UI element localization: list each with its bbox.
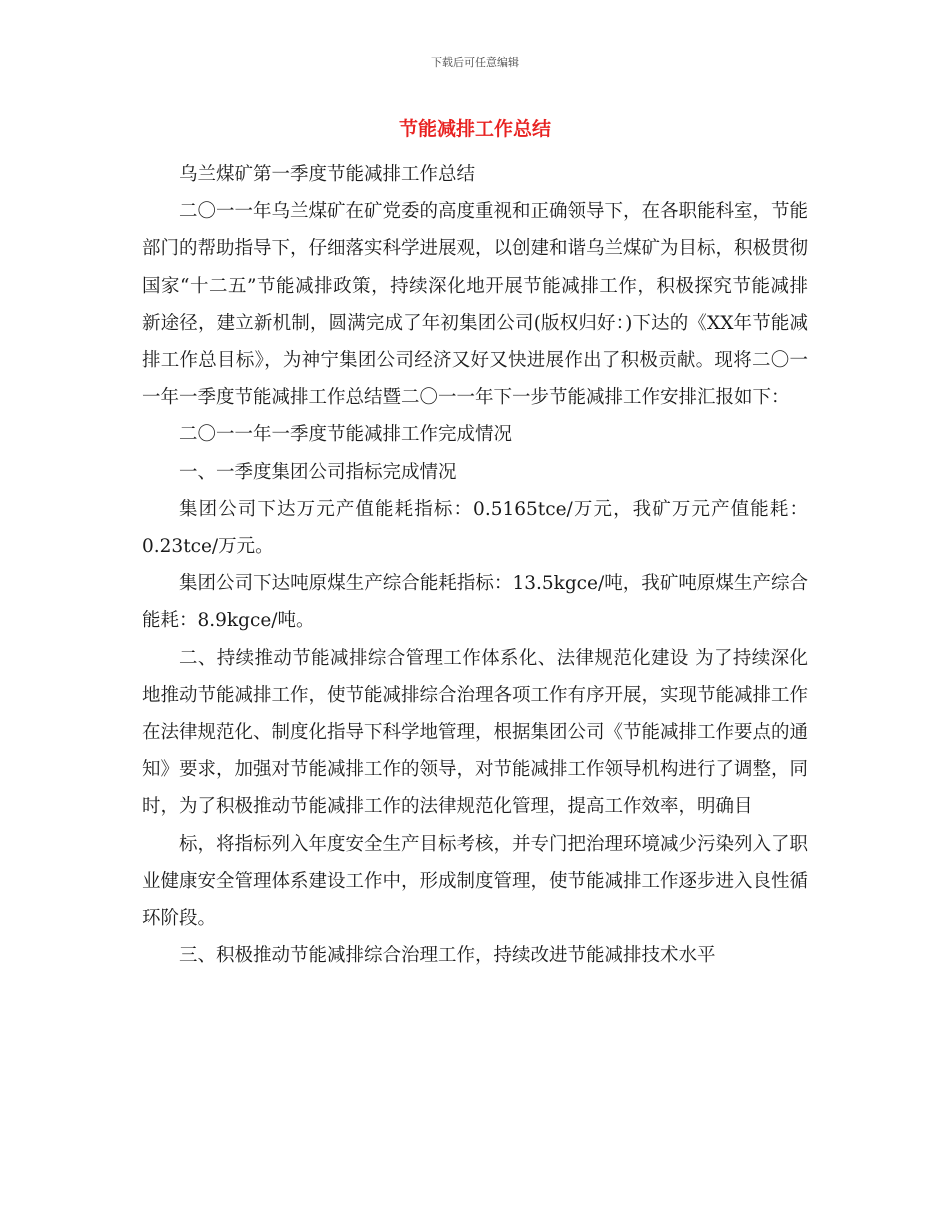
paragraph-heading-section-1: 一、一季度集团公司指标完成情况 <box>179 461 457 483</box>
header-note: 下载后可任意编辑 <box>431 56 519 69</box>
document-title: 节能减排工作总结 <box>398 118 551 140</box>
paragraph-subtitle: 乌兰煤矿第一季度节能减排工作总结 <box>179 164 476 185</box>
paragraph-section-2-continued: 标，将指标列入年度安全生产目标考核，并专门把治理环境减少污染列入了职业健康安全管理体系建设工作中，形成制度管理，使节能减排工作逐步进入良性循环阶段。 <box>142 833 809 930</box>
paragraph-heading-completion: 二〇一一年一季度节能减排工作完成情况 <box>179 424 513 446</box>
paragraph-intro: 二〇一一年乌兰煤矿在矿党委的高度重视和正确领导下，在各职能科室，节能部门的帮助指导下，仔细落实科学进展观，以创建和谐乌兰煤矿为目标，积极贯彻国家“十二五”节能减排政策，持续深化地开展节能减排工作，积极探究节能减排新途径，建立新机制，圆满完成了年初集团公司(版权归好：)下达的《XX年节能减排工作总目标》，为神宁集团公司经济又好又快进展作出了积极贡献。现将二〇一一年一季度节能减排工作总结暨二〇一一年下一步节能减排工作安排汇报如下： <box>142 201 809 409</box>
document-body <box>142 156 808 974</box>
paragraph-heading-section-3: 三、积极推动节能减排综合治理工作，持续改进节能减排技术水平 <box>179 945 716 967</box>
paragraph-energy-per-output: 集团公司下达万元产值能耗指标：0.5165tce/万元，我矿万元产值能耗：0.23tce/万元。 <box>142 498 808 558</box>
paragraph-energy-per-ton: 集团公司下达吨原煤生产综合能耗指标：13.5kgce/吨，我矿吨原煤生产综合能耗：8.9kgce/吨。 <box>142 573 808 632</box>
paragraph-section-2: 二、持续推动节能减排综合管理工作体系化、法律规范化建设 为了持续深化地推动节能减排工作，使节能减排综合治理各项工作有序开展，实现节能减排工作在法律规范化、制度化指导下科学地管理，根据集团公司《节能减排工作要点的通知》要求，加强对节能减排工作的领导，对节能减排工作领导机构进行了调整，同时，为了积极推动节能减排工作的法律规范化管理，提高工作效率，明确目 <box>142 647 809 818</box>
